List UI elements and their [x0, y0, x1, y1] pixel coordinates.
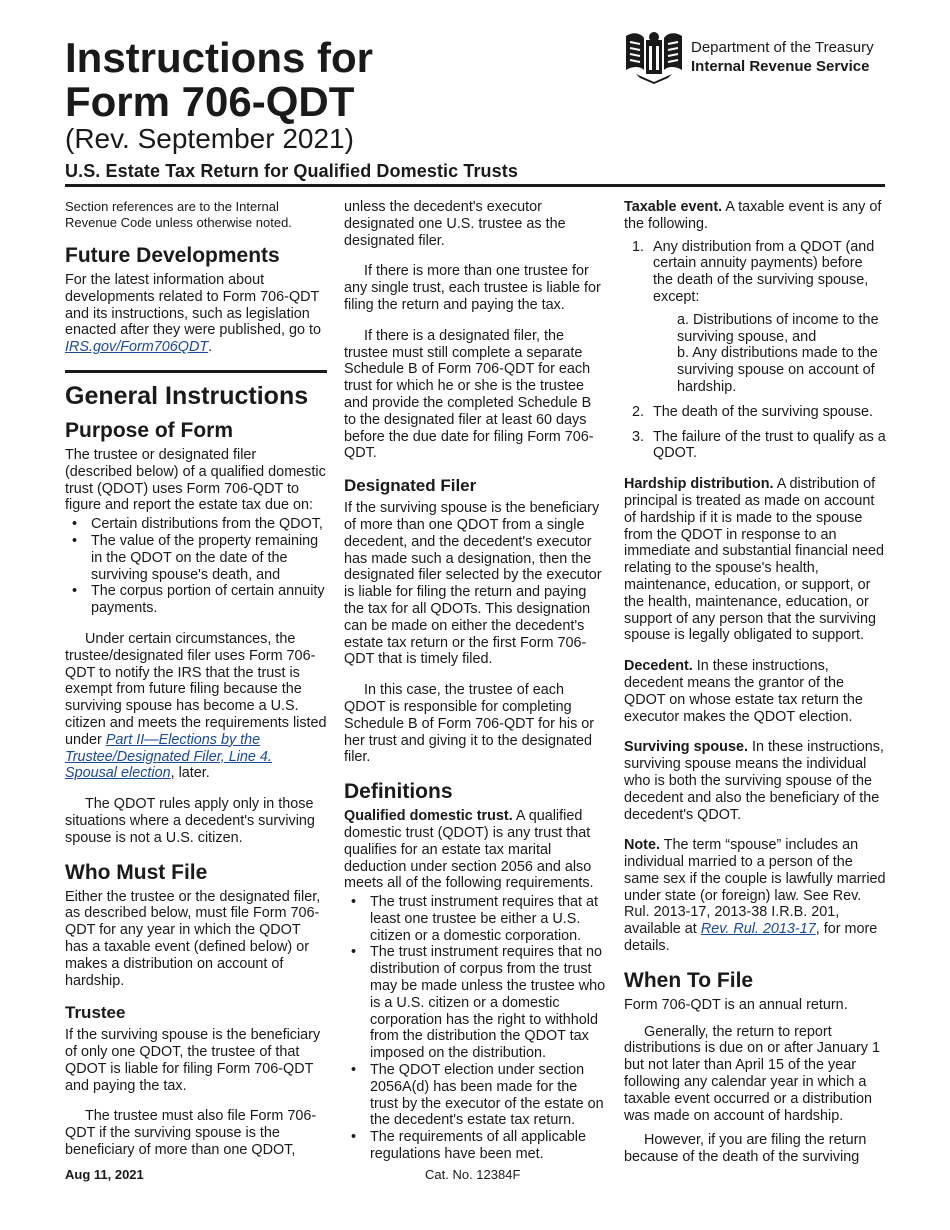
list-item: • Certain distributions from the QDOT, — [91, 516, 327, 533]
title-line-2: Form 706-QDT — [65, 78, 355, 125]
column-1 — [65, 199, 327, 1173]
title-line-1: Instructions for — [65, 34, 374, 81]
in-this-case-text: In this case, the trustee of each QDOT is responsible for completing Schedule B of Form 706-QDT for his or her trust and giving it to the designated filer. — [344, 682, 595, 766]
irs-form706qdt-link[interactable]: IRS.gov/Form706QDT — [65, 339, 209, 356]
taxable-event-definition: Taxable event. A taxable event is any of the following. — [624, 199, 882, 232]
list-item: • The value of the property remaining in the QDOT on the date of the surviving spouse's death, and — [91, 533, 327, 583]
purpose-heading: Purpose of Form — [65, 418, 234, 442]
list-item: • The requirements of all applicable regulations have been met. — [370, 1129, 606, 1163]
surviving-spouse-definition: Surviving spouse. In these instructions, surviving spouse means the individual who is both the surviving spouse of the decedent and also the beneficiary of the decedent's QDOT. — [624, 739, 884, 823]
taxable-event-list — [624, 239, 886, 463]
definitions-heading: Definitions — [344, 780, 453, 804]
list-item: • The trust instrument requires that no distribution of corpus from the trust may be made unless the trustee who is a U.S. citizen or a domestic corporation has the right to withhold from the distribution the QDOT tax imposed on the distribution. — [370, 944, 606, 1062]
general-instructions-heading: General Instructions — [65, 381, 309, 410]
list-item: 2. The death of the surviving spouse. — [632, 403, 873, 420]
catalog-number: Cat. No. 12384F — [425, 1167, 521, 1182]
future-developments-text: For the latest information about developments related to Form 706-QDT and its instructions, such as legislation enacted after they were published, go to IRS.gov/Form706QDT. — [65, 272, 322, 356]
column-2 — [344, 199, 606, 1177]
who-must-file-heading: Who Must File — [65, 860, 208, 884]
spouse-note: Note. The term “spouse” includes an individual married to a person of the same sex if the couple is lawfully married under state (or foreign) law. See Rev. Rul. 2013-17, 2013-38 I.R.B. 201, available at Rev. Rul. 2013-17, for more details. — [624, 837, 886, 955]
sub-items — [653, 312, 886, 396]
sub-item: a. Distributions of income to the surviving spouse, and — [677, 311, 879, 345]
qdot-rules-text: The QDOT rules apply only in those situations where a decedent's surviving spouse is not a U.S. citizen. — [65, 796, 315, 846]
qdt-requirements-bullets — [344, 894, 606, 1163]
intro-note: Section references are to the Internal Revenue Code unless otherwise noted. — [65, 199, 292, 230]
revision-date: (Rev. September 2021) — [65, 123, 354, 154]
when-to-file-text: Form 706-QDT is an annual return. — [624, 996, 848, 1013]
footer-date: Aug 11, 2021 — [65, 1167, 144, 1182]
who-must-file-text: Either the trustee or the designated filer, as described below, must file Form 706-QDT for any year in which the QDOT has a taxable event (defined below) or makes a distribution on account of hardship. — [65, 888, 321, 989]
designated-filer-heading: Designated Filer — [344, 476, 477, 496]
agency-line-1: Department of the Treasury — [691, 39, 874, 56]
irs-eagle-logo-icon — [622, 30, 686, 84]
sub-item: b. Any distributions made to the surviving spouse on account of hardship. — [677, 345, 878, 395]
rev-rul-link[interactable]: Rev. Rul. 2013-17 — [700, 921, 816, 938]
qdt-definition: Qualified domestic trust. A qualified domestic trust (QDOT) is any trust that qualifies for an estate tax marital deduction under section 2056 and also meets all of the following requirements. — [344, 808, 594, 892]
decedent-definition: Decedent. In these instructions, decedent means the grantor of the QDOT on whose estate tax return the executor makes the QDOT election. — [624, 658, 863, 725]
purpose-bullets — [65, 516, 327, 617]
trustee-text: If the surviving spouse is the beneficiary of only one QDOT, the trustee of that QDOT is liable for filing Form 706-QDT and paying the tax. — [65, 1027, 321, 1094]
list-item: • The QDOT election under section 2056A(d) has been made for the trust by the executor of the estate on the decedent's estate tax return. — [370, 1062, 606, 1129]
form-subtitle: U.S. Estate Tax Return for Qualified Domestic Trusts — [65, 161, 518, 181]
list-item: 3. The failure of the trust to qualify as a QDOT. — [632, 428, 886, 462]
under-circumstances-text: Under certain circumstances, the trustee/designated filer uses Form 706-QDT to notify the IRS that the trust is exempt from future filing because the surviving spouse has become a U.S. citizen and meets the requirements listed under Part II—Elections by the Trustee/Designated Filer, Line 4. Spousal election, later. — [65, 630, 327, 782]
when-to-file-heading: When To File — [624, 968, 754, 992]
designated-filer-text: If the surviving spouse is the beneficiary of more than one QDOT from a single decedent, and the decedent's executor has made such a designation, then the designated filer selected by the executor is liable for filing the return and paying the tax for all QDOTs. This designation can be made on either the decedent's estate tax return or the first Form 706-QDT that is timely filed. — [344, 500, 602, 668]
future-developments-heading: Future Developments — [65, 244, 280, 267]
designated-filer-schedule-text: If there is a designated filer, the trustee must still complete a separate Schedule B of Form 706-QDT for each trust for which he or she is the trustee and provide the completed Schedule B to the designated filer at least 60 days before the due date for filing Form 706-QDT. — [344, 327, 594, 462]
header-rule — [65, 184, 885, 187]
trustee-also-text: The trustee must also file Form 706-QDT if the surviving spouse is the beneficiary of more than one QDOT, — [65, 1108, 317, 1159]
agency-name — [691, 38, 874, 76]
hardship-definition: Hardship distribution. A distribution of principal is treated as made on account of hardship if it is made to the spouse from the QDOT in response to an immediate and substantial financial need relating to the spouse's health, maintenance, education, or support, or the health, maintenance, education, or support of any person that the surviving spouse is legally obligated to support. — [624, 476, 884, 644]
list-item: • The corpus portion of certain annuity payments. — [91, 583, 327, 617]
generally-text: Generally, the return to report distributions is due on or after January 1 but not later than April 15 of the year following any calendar year in which a taxable event occurred or a distribution was made on account of hardship. — [624, 1023, 880, 1124]
page-title — [65, 36, 373, 124]
agency-line-2: Internal Revenue Service — [691, 58, 870, 75]
section-rule — [65, 370, 327, 373]
more-than-one-trustee-text: If there is more than one trustee for any single trust, each trustee is liable for filing the return and paying the tax. — [344, 263, 601, 313]
however-text: However, if you are filing the return because of the death of the surviving — [624, 1132, 867, 1166]
trustee-heading: Trustee — [65, 1003, 126, 1023]
purpose-text: The trustee or designated filer (described below) of a qualified domestic trust (QDOT) uses Form 706-QDT to figure and report the estate tax due on: — [65, 446, 326, 514]
list-item: 1. Any distribution from a QDOT (and certain annuity payments) before the death of the surviving spouse, except: a. Distributions of income to the surviving spouse, and b. Any distributions made to the surviving spouse on account of hardship. — [653, 239, 886, 396]
part-ii-elections-link[interactable]: Part II—Elections by the Trustee/Designated Filer, Line 4. Spousal election — [65, 731, 272, 782]
continued-text: unless the decedent's executor designated one U.S. trustee as the designated filer. — [344, 199, 566, 249]
column-3 — [624, 199, 886, 1180]
list-item: • The trust instrument requires that at least one trustee be either a U.S. citizen or a domestic corporation. — [370, 894, 606, 944]
